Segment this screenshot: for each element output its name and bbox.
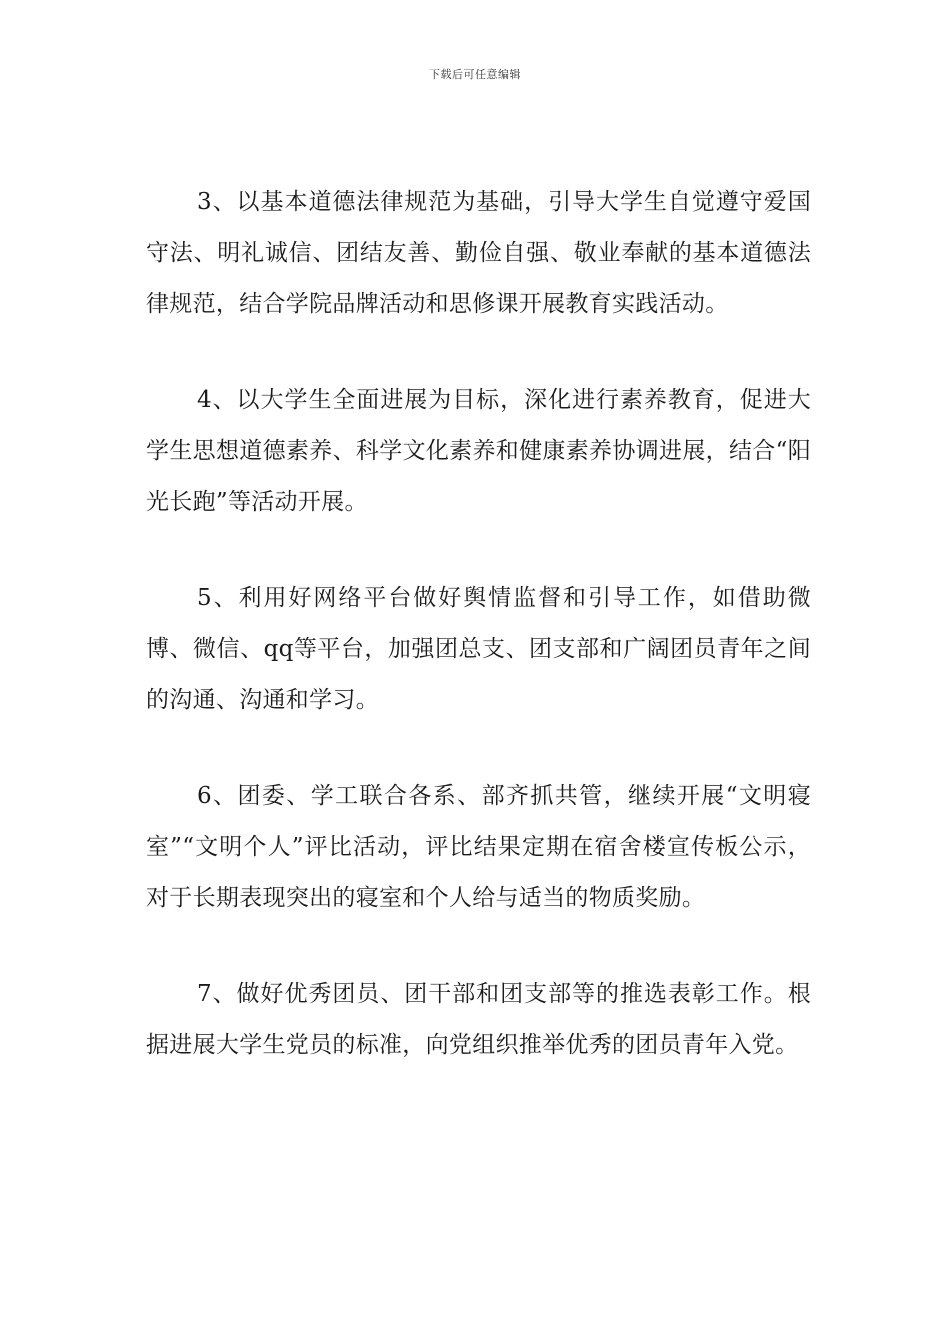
paragraph-item-3: 3、以基本道德法律规范为基础，引导大学生自觉遵守爱国守法、明礼诚信、团结友善、勤俭自强、敬业奉献的基本道德法律规范，结合学院品牌活动和思修课开展教育实践活动。 — [146, 189, 811, 317]
paragraph-item-5: 5、利用好网络平台做好舆情监督和引导工作，如借助微博、微信、qq等平台，加强团总支、团支部和广阔团员青年之间的沟通、沟通和学习。 — [146, 585, 811, 713]
paragraph-item-4: 4、以大学生全面进展为目标，深化进行素养教育，促进大学生思想道德素养、科学文化素养和健康素养协调进展，结合“阳光长跑”等活动开展。 — [146, 387, 811, 515]
header-note: 下载后可任意编辑 — [429, 68, 521, 81]
paragraph-item-7: 7、做好优秀团员、团干部和团支部等的推选表彰工作。根据进展大学生党员的标准，向党组织推举优秀的团员青年入党。 — [146, 981, 811, 1058]
document-body — [146, 177, 811, 1071]
paragraph-item-6: 6、团委、学工联合各系、部齐抓共管，继续开展“文明寝室”“文明个人”评比活动，评比结果定期在宿舍楼宣传板公示，对于长期表现突出的寝室和个人给与适当的物质奖励。 — [146, 783, 811, 911]
